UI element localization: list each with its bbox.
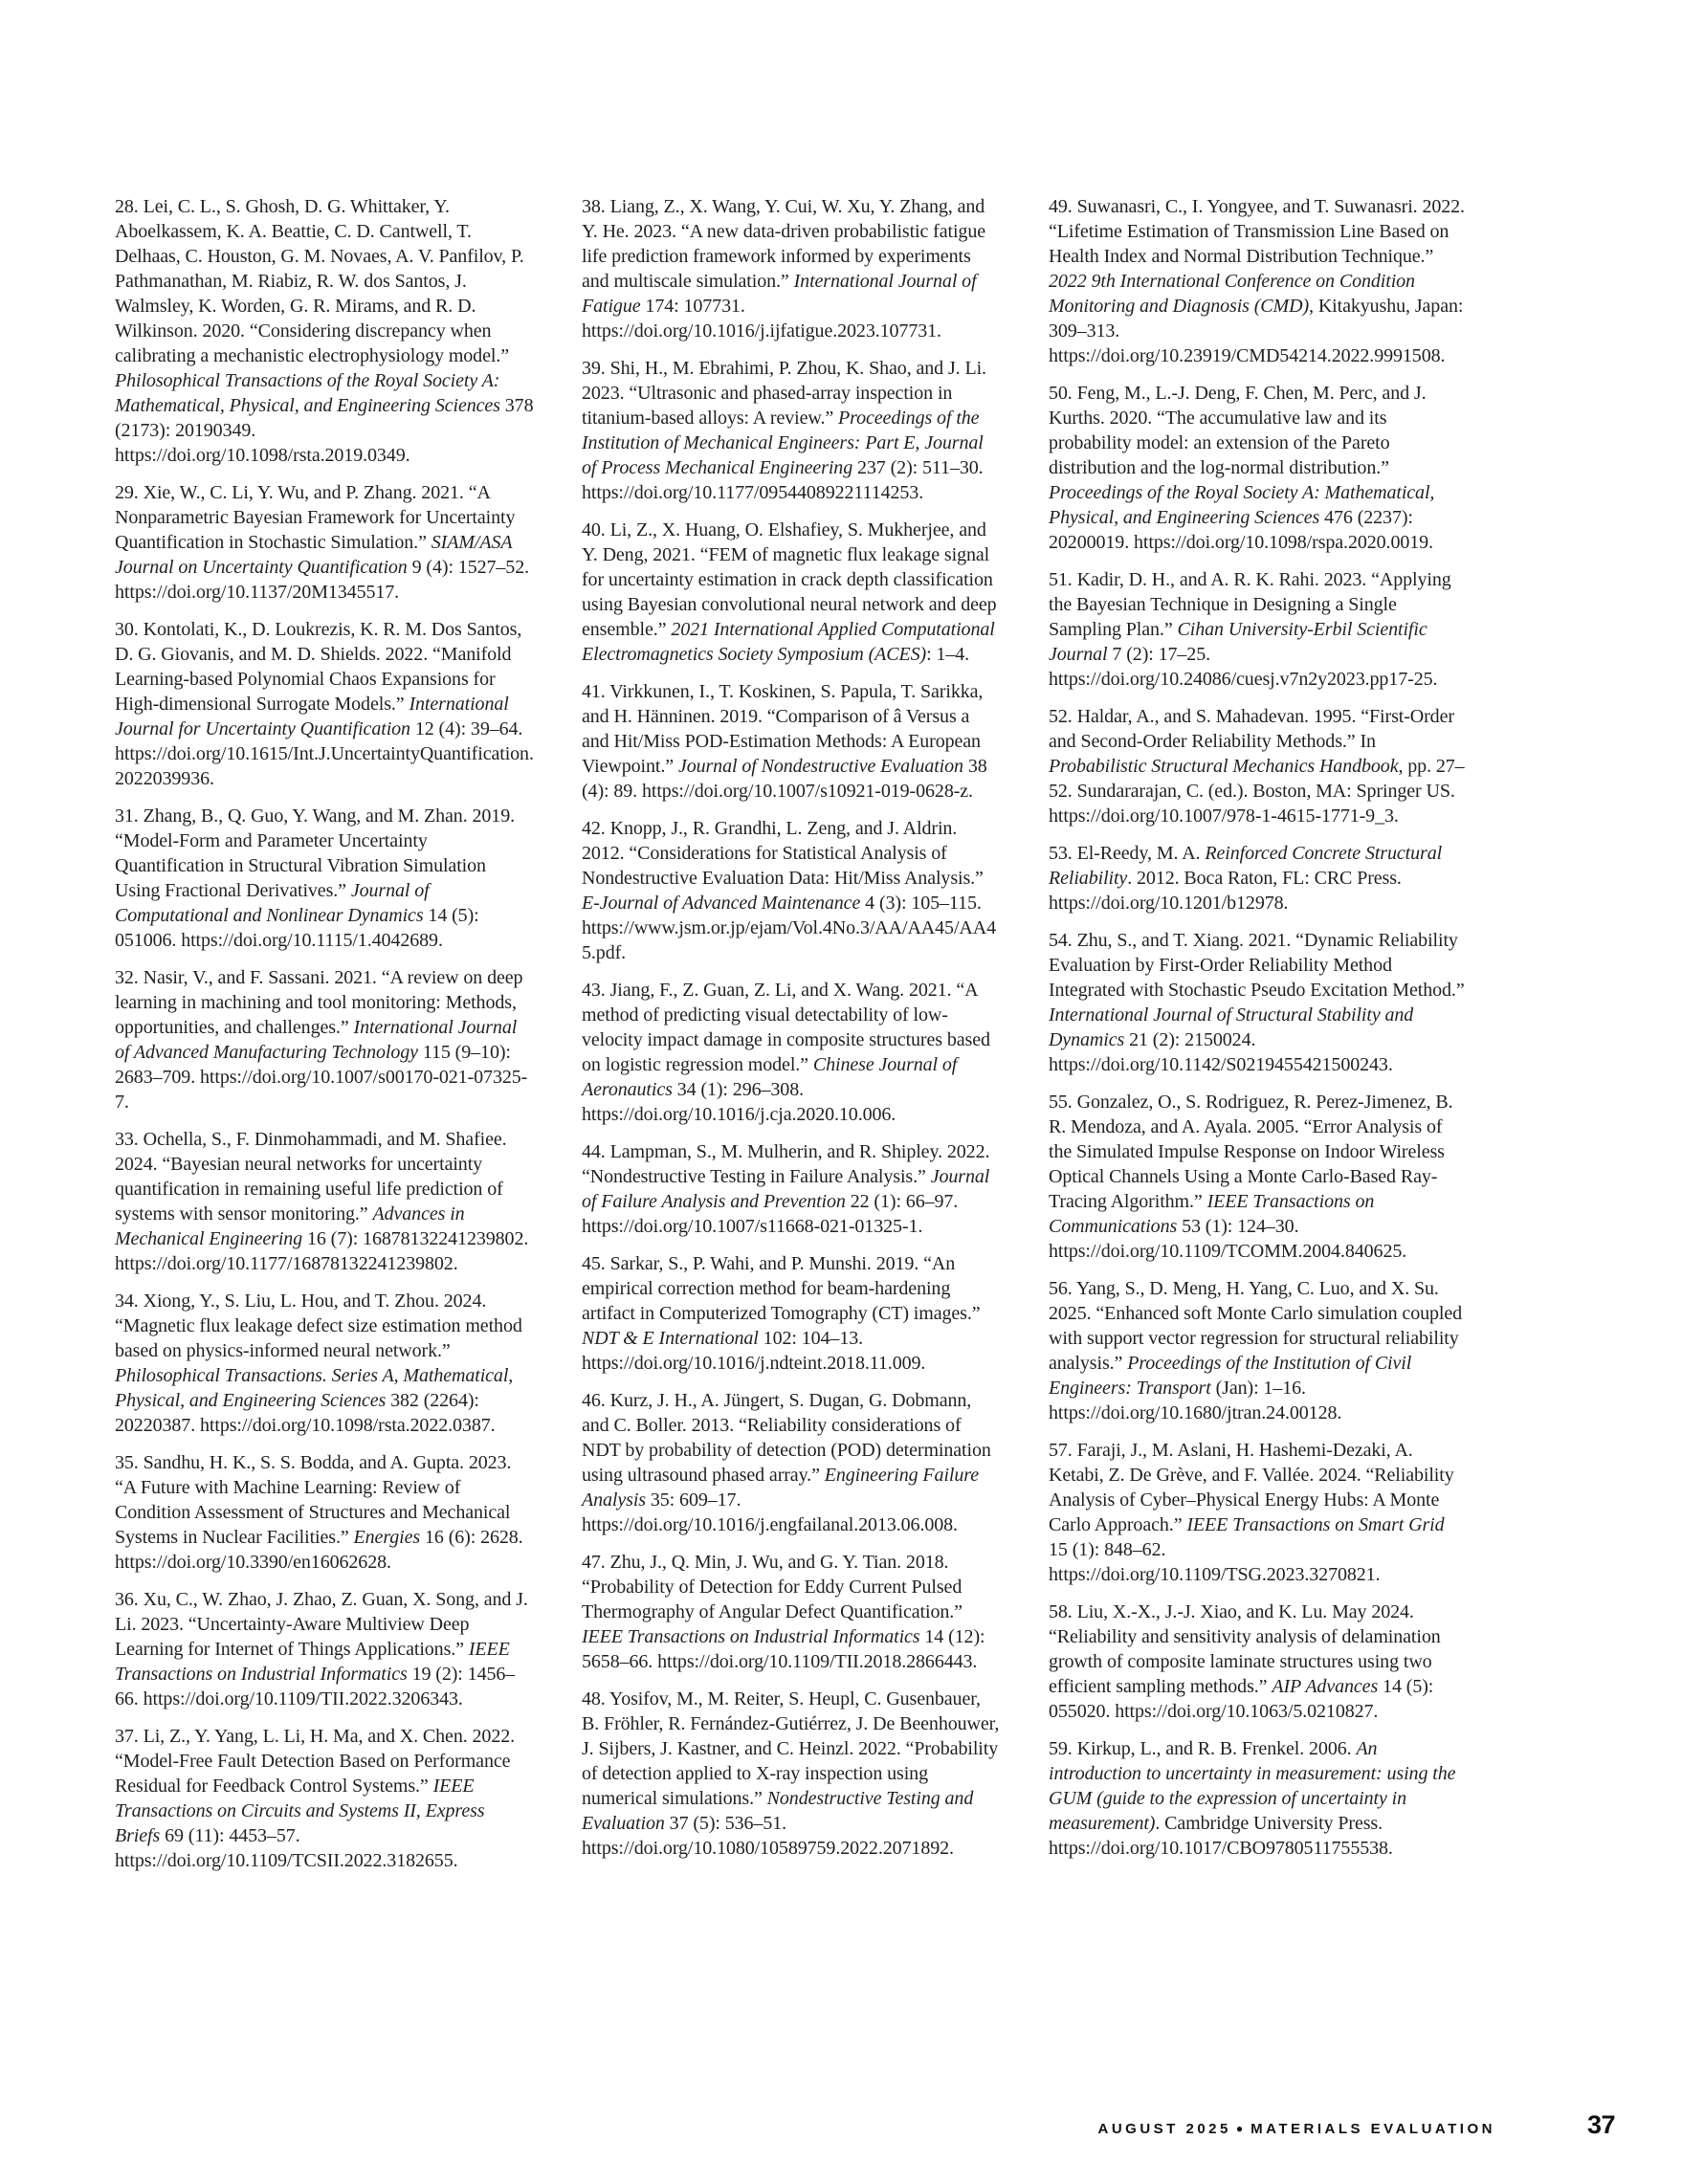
reference-segment-italic: IEEE Transactions on Industrial Informatics bbox=[115, 1639, 510, 1685]
reference-segment: Xiong, Y., S. Liu, L. Hou, and T. Zhou. 2024. “Magnetic flux leakage defect size estimation method based on physics-informed neural network.” bbox=[115, 1291, 522, 1361]
reference-segment-italic: Probabilistic Structural Mechanics Handbook bbox=[1049, 756, 1399, 777]
reference-item-38 bbox=[582, 194, 1001, 343]
reference-segment: 115 (9–10): 2683–709. https://doi.org/10.1007/s00170-021-07325-7. bbox=[115, 1042, 528, 1113]
reference-segment: Zhu, J., Q. Min, J. Wu, and G. Y. Tian. 2018. “Probability of Detection for Eddy Current Pulsed Thermography of Angular Defect Quantification.” bbox=[582, 1552, 963, 1622]
reference-item-31 bbox=[115, 804, 534, 953]
reference-item-51 bbox=[1049, 567, 1468, 692]
reference-segment: . Cambridge University Press. https://doi.org/10.1017/CBO9780511755538. bbox=[1049, 1813, 1393, 1859]
reference-segment: 19 (2): 1456–66. https://doi.org/10.1109/TII.2022.3206343. bbox=[115, 1664, 516, 1710]
reference-segment: Xu, C., W. Zhao, J. Zhao, Z. Guan, X. Song, and J. Li. 2023. “Uncertainty-Aware Multiview Deep Learning for Internet of Things Applications.” bbox=[115, 1589, 528, 1660]
reference-segment: , pp. 27–52. Sundararajan, C. (ed.). Boston, MA: Springer US. https://doi.org/10.1007/978-1-4615-1771-9_3. bbox=[1049, 756, 1465, 827]
reference-segment: Suwanasri, C., I. Yongyee, and T. Suwanasri. 2022. “Lifetime Estimation of Transmission Line Based on Health Index and Normal Distribution Technique.” bbox=[1049, 196, 1465, 267]
reference-number: 56. bbox=[1049, 1278, 1076, 1299]
reference-segment-italic: Energies bbox=[353, 1527, 421, 1548]
reference-number: 37. bbox=[115, 1726, 144, 1747]
reference-segment-italic: Cihan University-Erbil Scientific Journal bbox=[1049, 619, 1427, 665]
reference-segment: Ochella, S., F. Dinmohammadi, and M. Shafiee. 2024. “Bayesian neural networks for uncertainty quantification in remaining useful life prediction of systems with sensor monitoring.” bbox=[115, 1129, 507, 1224]
references-column-2 bbox=[582, 194, 1001, 1886]
reference-item-50 bbox=[1049, 381, 1468, 555]
reference-segment: 7 (2): 17–25. https://doi.org/10.24086/cuesj.v7n2y2023.pp17-25. bbox=[1049, 644, 1438, 690]
reference-segment: , Kitakyushu, Japan: 309–313. https://doi.org/10.23919/CMD54214.2022.9991508. bbox=[1049, 296, 1464, 366]
reference-segment: 34 (1): 296–308. https://doi.org/10.1016/j.cja.2020.10.006. bbox=[582, 1079, 896, 1125]
reference-number: 44. bbox=[582, 1141, 610, 1162]
reference-item-52 bbox=[1049, 704, 1468, 828]
reference-segment: Yang, S., D. Meng, H. Yang, C. Luo, and X. Su. 2025. “Enhanced soft Monte Carlo simulation coupled with support vector regression for structural reliability analysis.” bbox=[1049, 1278, 1463, 1374]
reference-segment: 21 (2): 2150024. https://doi.org/10.1142/S0219455421500243. bbox=[1049, 1029, 1393, 1075]
footer-journal-line bbox=[1098, 2121, 1495, 2137]
reference-segment-italic: IEEE Transactions on Communications bbox=[1049, 1191, 1375, 1237]
reference-item-54 bbox=[1049, 928, 1468, 1077]
reference-segment: Gonzalez, O., S. Rodriguez, R. Perez-Jimenez, B. R. Mendoza, and A. Ayala. 2005. “Error Analysis of the Simulated Impulse Response on Indoor Wireless Optical Channels Using a Monte Carlo-Based Ray-Tracing Algorithm.” bbox=[1049, 1092, 1453, 1212]
reference-number: 51. bbox=[1049, 569, 1077, 590]
reference-item-59 bbox=[1049, 1736, 1468, 1861]
references-column-3 bbox=[1049, 194, 1468, 1886]
reference-item-39 bbox=[582, 356, 1001, 505]
reference-number: 28. bbox=[115, 196, 144, 217]
reference-number: 39. bbox=[582, 358, 610, 379]
reference-segment-italic: Proceedings of the Institution of Mechanical Engineers: Part E, Journal of Process Mechanical Engineering bbox=[582, 408, 984, 478]
reference-segment: 378 (2173): 20190349. https://doi.org/10.1098/rsta.2019.0349. bbox=[115, 395, 534, 466]
reference-segment: Feng, M., L.-J. Deng, F. Chen, M. Perc, and J. Kurths. 2020. “The accumulative law and its probability model: an extension of the Pareto distribution and the log-normal distribution.” bbox=[1049, 383, 1427, 478]
reference-segment: (Jan): 1–16. https://doi.org/10.1680/jtran.24.00128. bbox=[1049, 1378, 1342, 1423]
reference-segment-italic: IEEE Transactions on Industrial Informatics bbox=[582, 1626, 920, 1647]
reference-segment-italic: International Journal of Fatigue bbox=[582, 271, 977, 317]
reference-segment-italic: Journal of Nondestructive Evaluation bbox=[677, 756, 963, 777]
reference-segment: Faraji, J., M. Aslani, H. Hashemi-Dezaki, A. Ketabi, Z. De Grève, and F. Vallée. 2024. “Reliability Analysis of Cyber–Physical Energy Hubs: A Monte Carlo Approach.” bbox=[1049, 1440, 1454, 1535]
reference-segment: Kurz, J. H., A. Jüngert, S. Dugan, G. Dobmann, and C. Boller. 2013. “Reliability considerations of NDT by probability of detection (POD) determination using ultrasound phased array.” bbox=[582, 1390, 991, 1486]
reference-number: 53. bbox=[1049, 843, 1077, 864]
reference-segment-italic: 2021 International Applied Computational Electromagnetics Society Symposium (ACES) bbox=[582, 619, 995, 665]
reference-segment: 16 (7): 16878132241239802. https://doi.org/10.1177/16878132241239802. bbox=[115, 1228, 529, 1274]
reference-segment: Li, Z., Y. Yang, L. Li, H. Ma, and X. Chen. 2022. “Model-Free Fault Detection Based on Performance Residual for Feedback Control Systems.” bbox=[115, 1726, 516, 1797]
reference-segment: 237 (2): 511–30. https://doi.org/10.1177/09544089221114253. bbox=[582, 457, 984, 503]
reference-number: 35. bbox=[115, 1452, 144, 1473]
reference-number: 48. bbox=[582, 1688, 609, 1710]
reference-segment: Kontolati, K., D. Loukrezis, K. R. M. Dos Santos, D. G. Giovanis, and M. D. Shields. 2022. “Manifold Learning-based Polynomial Chaos Expansions for High-dimensional Surrogate Models.” bbox=[115, 619, 522, 715]
reference-item-40 bbox=[582, 518, 1001, 667]
reference-number: 49. bbox=[1049, 196, 1077, 217]
reference-segment-italic: An introduction to uncertainty in measurement: using the GUM (guide to the expression of uncertainty in measurement) bbox=[1049, 1738, 1456, 1834]
reference-segment: Zhang, B., Q. Guo, Y. Wang, and M. Zhan. 2019. “Model-Form and Parameter Uncertainty Quantification in Structural Vibration Simulation Using Fractional Derivatives.” bbox=[115, 805, 515, 901]
reference-segment: Haldar, A., and S. Mahadevan. 1995. “First-Order and Second-Order Reliability Methods.” In bbox=[1049, 706, 1454, 752]
reference-item-32 bbox=[115, 965, 534, 1114]
reference-segment: 69 (11): 4453–57. https://doi.org/10.1109/TCSII.2022.3182655. bbox=[115, 1825, 458, 1871]
reference-segment: Kadir, D. H., and A. R. K. Rahi. 2023. “Applying the Bayesian Technique in Designing a Single Sampling Plan.” bbox=[1049, 569, 1451, 640]
page-number: 37 bbox=[1586, 2110, 1615, 2139]
footer-issue-date: AUGUST 2025 bbox=[1097, 2121, 1231, 2137]
reference-segment: Lei, C. L., S. Ghosh, D. G. Whittaker, Y. Aboelkassem, K. A. Beattie, C. D. Cantwell, T. Delhaas, C. Houston, G. M. Novaes, A. V. Panfilov, P. Pathmanathan, M. Riabiz, R. W. dos Santos, J. Walmsley, K. Worden, G. R. Mirams, and R. D. Wilkinson. 2020. “Considering discrepancy when calibrating a mechanistic electrophysiology model.” bbox=[115, 196, 524, 366]
reference-segment: Liang, Z., X. Wang, Y. Cui, W. Xu, Y. Zhang, and Y. He. 2023. “A new data-driven probabilistic fatigue life prediction framework informed by experiments and multiscale simulation.” bbox=[582, 196, 985, 292]
reference-item-47 bbox=[582, 1550, 1001, 1674]
reference-number: 58. bbox=[1049, 1601, 1077, 1622]
reference-segment: Virkkunen, I., T. Koskinen, S. Papula, T. Sarikka, and H. Hänninen. 2019. “Comparison of â Versus a and Hit/Miss POD-Estimation Methods: A European Viewpoint.” bbox=[582, 681, 984, 777]
reference-segment-italic: Reinforced Concrete Structural Reliability bbox=[1049, 843, 1443, 889]
reference-number: 40. bbox=[582, 519, 610, 540]
footer-bullet-icon: ● bbox=[1235, 2122, 1244, 2135]
reference-item-35 bbox=[115, 1450, 534, 1575]
reference-segment: El-Reedy, M. A. bbox=[1076, 843, 1206, 864]
reference-number: 34. bbox=[115, 1291, 144, 1312]
reference-number: 52. bbox=[1049, 706, 1077, 727]
reference-segment: . 2012. Boca Raton, FL: CRC Press. https://doi.org/10.1201/b12978. bbox=[1049, 868, 1402, 914]
reference-segment: 38 (4): 89. https://doi.org/10.1007/s10921-019-0628-z. bbox=[582, 756, 987, 802]
reference-segment-italic: E-Journal of Advanced Maintenance bbox=[582, 893, 861, 914]
reference-segment: Liu, X.-X., J.-J. Xiao, and K. Lu. May 2024. “Reliability and sensitivity analysis of delamination growth of composite laminate structures using two efficient sampling methods.” bbox=[1049, 1601, 1441, 1697]
reference-segment-italic: Philosophical Transactions. Series A, Mathematical, Physical, and Engineering Sciences bbox=[115, 1365, 514, 1411]
reference-item-33 bbox=[115, 1127, 534, 1276]
reference-segment: Kirkup, L., and R. B. Frenkel. 2006. bbox=[1076, 1738, 1357, 1759]
reference-item-37 bbox=[115, 1724, 534, 1873]
reference-item-36 bbox=[115, 1587, 534, 1711]
reference-segment-italic: Proceedings of the Institution of Civil Engineers: Transport bbox=[1049, 1353, 1412, 1399]
reference-segment: 102: 104–13. https://doi.org/10.1016/j.ndteint.2018.11.009. bbox=[582, 1328, 926, 1374]
reference-number: 57. bbox=[1049, 1440, 1077, 1461]
reference-item-29 bbox=[115, 480, 534, 605]
reference-segment: Yosifov, M., M. Reiter, S. Heupl, C. Gusenbauer, B. Fröhler, R. Fernández-Gutiérrez, J. De Beenhouwer, J. Sijbers, J. Kastner, and C. Heinzl. 2022. “Probability of detection applied to X-ray inspection using numerical simulations.” bbox=[582, 1688, 1000, 1809]
reference-number: 59. bbox=[1049, 1738, 1077, 1759]
reference-segment-italic: SIAM/ASA Journal on Uncertainty Quantification bbox=[115, 532, 513, 578]
reference-segment: Knopp, J., R. Grandhi, L. Zeng, and J. Aldrin. 2012. “Considerations for Statistical Analysis of Nondestructive Evaluation Data: Hit/Miss Analysis.” bbox=[582, 818, 984, 889]
reference-segment-italic: 2022 9th International Conference on Condition Monitoring and Diagnosis (CMD) bbox=[1049, 271, 1415, 317]
reference-segment: 14 (12): 5658–66. https://doi.org/10.1109/TII.2018.2866443. bbox=[582, 1626, 985, 1672]
reference-number: 42. bbox=[582, 818, 610, 839]
reference-segment-italic: International Journal for Uncertainty Quantification bbox=[115, 694, 509, 739]
reference-segment-italic: Advances in Mechanical Engineering bbox=[115, 1203, 465, 1249]
reference-segment: 16 (6): 2628. https://doi.org/10.3390/en16062628. bbox=[115, 1527, 523, 1573]
reference-segment: 15 (1): 848–62. https://doi.org/10.1109/TSG.2023.3270821. bbox=[1049, 1539, 1381, 1585]
reference-segment-italic: International Journal of Advanced Manufacturing Technology bbox=[115, 1017, 518, 1063]
reference-segment-italic: Journal of Failure Analysis and Prevention bbox=[582, 1166, 990, 1212]
reference-number: 47. bbox=[582, 1552, 610, 1573]
reference-segment: 35: 609–17. https://doi.org/10.1016/j.engfailanal.2013.06.008. bbox=[582, 1489, 958, 1535]
reference-number: 33. bbox=[115, 1129, 144, 1150]
reference-item-30 bbox=[115, 617, 534, 791]
reference-segment-italic: Chinese Journal of Aeronautics bbox=[582, 1054, 958, 1100]
reference-item-49 bbox=[1049, 194, 1468, 368]
reference-segment-italic: Proceedings of the Royal Society A: Mathematical, Physical, and Engineering Sciences bbox=[1049, 482, 1435, 528]
reference-segment-italic: NDT & E International bbox=[582, 1328, 759, 1349]
reference-segment: Sarkar, S., P. Wahi, and P. Munshi. 2019. “An empirical correction method for beam-hardening artifact in Computerized Tomography (CT) images.” bbox=[582, 1253, 981, 1324]
reference-segment-italic: Journal of Computational and Nonlinear Dynamics bbox=[115, 880, 430, 926]
reference-item-45 bbox=[582, 1251, 1001, 1376]
reference-segment: Nasir, V., and F. Sassani. 2021. “A review on deep learning in machining and tool monitoring: Methods, opportunities, and challenges.” bbox=[115, 967, 523, 1038]
reference-segment: 14 (5): 055020. https://doi.org/10.1063/5.0210827. bbox=[1049, 1676, 1434, 1722]
reference-segment: 14 (5): 051006. https://doi.org/10.1115/1.4042689. bbox=[115, 905, 479, 951]
reference-segment: 476 (2237): 20200019. https://doi.org/10.1098/rspa.2020.0019. bbox=[1049, 507, 1433, 553]
reference-segment: Shi, H., M. Ebrahimi, P. Zhou, K. Shao, and J. Li. 2023. “Ultrasonic and phased-array inspection in titanium-based alloys: A review.” bbox=[582, 358, 986, 429]
reference-item-57 bbox=[1049, 1438, 1468, 1587]
reference-segment: Xie, W., C. Li, Y. Wu, and P. Zhang. 2021. “A Nonparametric Bayesian Framework for Uncertainty Quantification in Stochastic Simulation.” bbox=[115, 482, 516, 553]
reference-number: 31. bbox=[115, 805, 144, 827]
reference-number: 45. bbox=[582, 1253, 610, 1274]
reference-number: 29. bbox=[115, 482, 144, 503]
reference-segment-italic: AIP Advances bbox=[1272, 1676, 1379, 1697]
reference-item-42 bbox=[582, 816, 1001, 965]
reference-number: 36. bbox=[115, 1589, 144, 1610]
reference-item-53 bbox=[1049, 841, 1468, 916]
reference-segment: Lampman, S., M. Mulherin, and R. Shipley. 2022. “Nondestructive Testing in Failure Analysis.” bbox=[582, 1141, 990, 1187]
reference-segment: Zhu, S., and T. Xiang. 2021. “Dynamic Reliability Evaluation by First-Order Reliability Method Integrated with Stochastic Pseudo Excitation Method.” bbox=[1049, 930, 1465, 1001]
reference-item-48 bbox=[582, 1687, 1001, 1861]
reference-segment-italic: Philosophical Transactions of the Royal Society A: Mathematical, Physical, and Engineering Sciences bbox=[115, 370, 500, 416]
page-footer bbox=[115, 2110, 1615, 2140]
reference-number: 50. bbox=[1049, 383, 1077, 404]
reference-number: 38. bbox=[582, 196, 610, 217]
reference-segment: 22 (1): 66–97. https://doi.org/10.1007/s11668-021-01325-1. bbox=[582, 1191, 959, 1237]
reference-item-46 bbox=[582, 1388, 1001, 1537]
reference-segment: 4 (3): 105–115. https://www.jsm.or.jp/ejam/Vol.4No.3/AA/AA45/AA45.pdf. bbox=[582, 893, 996, 963]
reference-segment: 37 (5): 536–51. https://doi.org/10.1080/10589759.2022.2071892. bbox=[582, 1813, 954, 1859]
reference-item-43 bbox=[582, 978, 1001, 1127]
reference-segment: : 1–4. bbox=[926, 644, 970, 665]
reference-segment-italic: IEEE Transactions on Smart Grid bbox=[1186, 1514, 1445, 1535]
reference-number: 55. bbox=[1049, 1092, 1077, 1113]
reference-number: 54. bbox=[1049, 930, 1077, 951]
reference-segment-italic: Engineering Failure Analysis bbox=[582, 1465, 979, 1511]
references-column-1 bbox=[115, 194, 534, 1886]
reference-segment: 9 (4): 1527–52. https://doi.org/10.1137/20M1345517. bbox=[115, 557, 529, 603]
reference-item-34 bbox=[115, 1289, 534, 1438]
references-columns bbox=[115, 194, 1467, 1886]
reference-number: 30. bbox=[115, 619, 144, 640]
reference-item-28 bbox=[115, 194, 534, 468]
reference-number: 41. bbox=[582, 681, 610, 702]
reference-number: 43. bbox=[582, 980, 610, 1001]
reference-segment: Sandhu, H. K., S. S. Bodda, and A. Gupta. 2023. “A Future with Machine Learning: Review of Condition Assessment of Structures and Mechanical Systems in Nuclear Facilities.” bbox=[115, 1452, 512, 1548]
reference-segment-italic: IEEE Transactions on Circuits and Systems II, Express Briefs bbox=[115, 1776, 485, 1846]
reference-segment: 174: 107731. https://doi.org/10.1016/j.ijfatigue.2023.107731. bbox=[582, 296, 941, 342]
reference-segment: 53 (1): 124–30. https://doi.org/10.1109/TCOMM.2004.840625. bbox=[1049, 1216, 1407, 1262]
reference-item-55 bbox=[1049, 1090, 1468, 1264]
reference-segment: 12 (4): 39–64. https://doi.org/10.1615/Int.J.UncertaintyQuantification.2022039936. bbox=[115, 718, 534, 789]
reference-segment: 382 (2264): 20220387. https://doi.org/10.1098/rsta.2022.0387. bbox=[115, 1390, 496, 1436]
reference-item-41 bbox=[582, 679, 1001, 804]
reference-segment: Li, Z., X. Huang, O. Elshafiey, S. Mukherjee, and Y. Deng, 2021. “FEM of magnetic flux leakage signal for uncertainty estimation in crack depth classification using Bayesian convolutional neural network and deep ensemble.” bbox=[582, 519, 997, 640]
reference-item-56 bbox=[1049, 1276, 1468, 1425]
footer-journal-name: MATERIALS EVALUATION bbox=[1250, 2121, 1495, 2137]
reference-number: 32. bbox=[115, 967, 144, 988]
reference-number: 46. bbox=[582, 1390, 610, 1411]
reference-segment-italic: International Journal of Structural Stability and Dynamics bbox=[1049, 1004, 1414, 1050]
reference-item-44 bbox=[582, 1139, 1001, 1239]
reference-segment: Jiang, F., Z. Guan, Z. Li, and X. Wang. 2021. “A method of predicting visual detectability of low-velocity impact damage in composite structures based on logistic regression model.” bbox=[582, 980, 990, 1075]
reference-segment-italic: Nondestructive Testing and Evaluation bbox=[582, 1788, 974, 1834]
reference-item-58 bbox=[1049, 1599, 1468, 1724]
